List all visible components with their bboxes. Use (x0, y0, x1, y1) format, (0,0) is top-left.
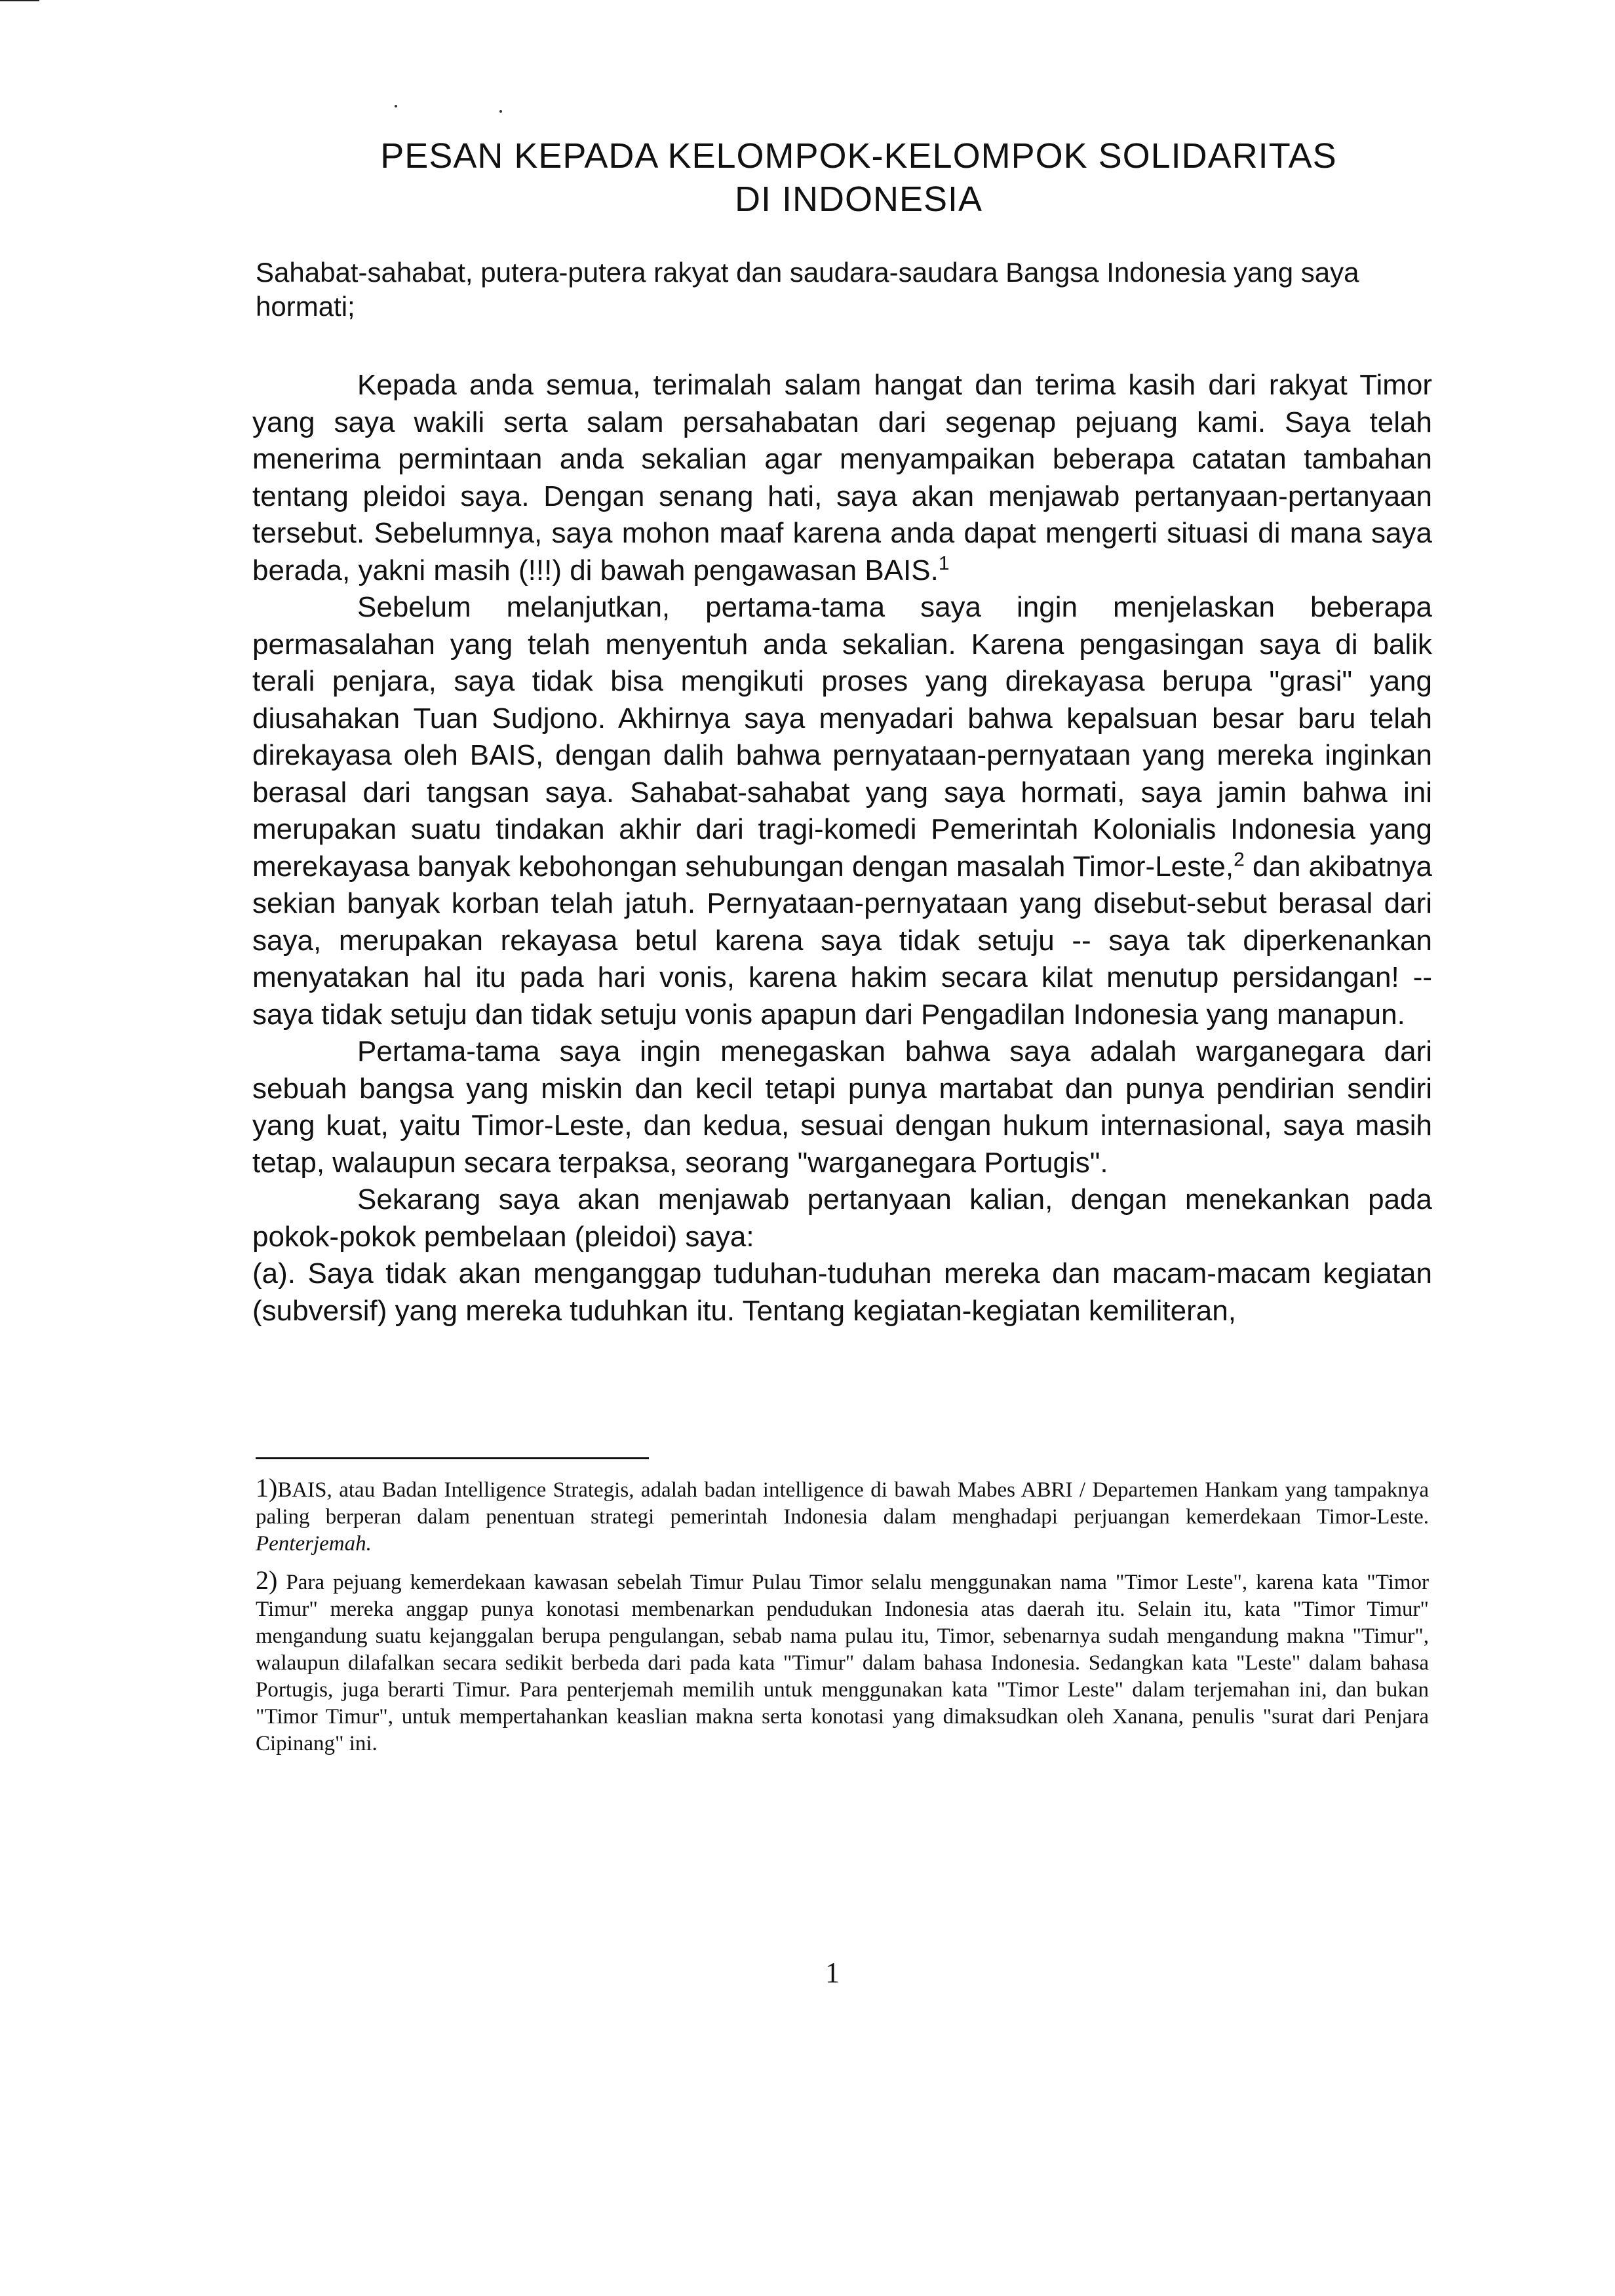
footnote-1-translator: Penterjemah. (256, 1532, 372, 1556)
footnotes (256, 1474, 1429, 1767)
paragraph-answer-intro: Sekarang saya akan menjawab pertanyaan kalian, dengan menekankan pada pokok-pokok pembelaan (pleidoi) saya: (252, 1183, 1432, 1253)
paragraph-point-a: (a). Saya tidak akan menganggap tuduhan-tuduhan mereka dan macam-macam kegiatan (subversif) yang mereka tuduhkan itu. Tentang kegiatan-kegiatan kemiliteran, (252, 1257, 1432, 1327)
footnote-2-mark: 2) (256, 1565, 278, 1595)
footnote-ref-2: 2 (1234, 848, 1245, 870)
paragraph-explanation (252, 589, 1432, 1033)
paragraph-greeting (252, 367, 1432, 589)
footnote-1-mark: 1) (256, 1473, 278, 1502)
page-title (236, 134, 1481, 221)
scan-speck (499, 110, 502, 113)
paragraph-explanation-text-a: Sebelum melanjutkan, pertama-tama saya ingin menjelaskan beberapa permasalahan yang telah menyentuh anda sekalian. Karena pengasingan saya di balik terali penjara, saya tidak bisa mengikuti proses yang direkayasa berupa "grasi" yang diusahakan Tuan Sudjono. Akhirnya saya menyadari bahwa kepalsuan besar baru telah direkayasa oleh BAIS, dengan dalih bahwa pernyataan-pernyataan yang mereka inginkan berasal dari tangsan saya. Sahabat-sahabat yang saya hormati, saya jamin bahwa ini merupakan suatu tindakan akhir dari tragi-komedi Pemerintah Kolonialis Indonesia yang merekayasa banyak kebohongan sehubungan dengan masalah Timor-Leste, (252, 591, 1432, 883)
scan-speck (395, 105, 397, 107)
footnote-2 (256, 1567, 1429, 1757)
footnote-2-text: Para pejuang kemerdekaan kawasan sebelah Timur Pulau Timor selalu menggunakan nama "Timor Leste", karena kata "Timor Timur" mereka anggap punya konotasi membenarkan pendudukan Indonesia atas daerah itu. Selain itu, kata "Timor Timur" mengandung suatu kejanggalan berupa pengulangan, sebab nama pulau itu, Timor, sebenarnya sudah mengandung makna "Timur", walaupun dilafalkan secara sedikit berbeda dari pada kata "Timur" dalam bahasa Indonesia. Sedangkan kata "Leste" dalam bahasa Portugis, juga berarti Timur. Para penterjemah memilih untuk menggunakan kata "Timor Leste" dalam terjemahan ini, dan bukan "Timor Timur", untuk mempertahankan keaslian makna serta konotasi yang dimaksudkan oleh Xanana, penulis "surat dari Penjara Cipinang" ini. (256, 1571, 1430, 1755)
title-line-2: DI INDONESIA (734, 180, 983, 219)
title-line-1: PESAN KEPADA KELOMPOK-KELOMPOK SOLIDARITAS (380, 136, 1337, 176)
page-number: 1 (825, 1957, 840, 1989)
salutation: Sahabat-sahabat, putera-putera rakyat dan saudara-saudara Bangsa Indonesia yang saya hormati; (256, 257, 1359, 322)
paragraph-greeting-text: Kepada anda semua, terimalah salam hangat dan terima kasih dari rakyat Timor yang saya wakili serta salam persahabatan dari segenap pejuang kami. Saya telah menerima permintaan anda sekalian agar menyampaikan beberapa catatan tambahan tentang pleidoi saya. Dengan senang hati, saya akan menjawab pertanyaan-pertanyaan tersebut. Sebelumnya, saya mohon maaf karena anda dapat mengerti situasi di mana saya berada, yakni masih (!!!) di bawah pengawasan BAIS. (252, 369, 1432, 586)
footnote-separator (256, 1457, 649, 1459)
scan-edge-mark (0, 0, 39, 1)
footnote-1 (256, 1474, 1429, 1558)
footnote-ref-1: 1 (938, 552, 950, 574)
paragraph-explanation-text-b: dan akibatnya sekian banyak korban telah jatuh. Pernyataan-pernyataan yang disebut-sebut berasal dari saya, merupakan rekayasa betul karena saya tidak setuju -- saya tak diperkenankan menyatakan hal itu pada hari vonis, karena hakim secara kilat menutup persidangan! -- saya tidak setuju dan tidak setuju vonis apapun dari Pengadilan Indonesia yang manapun. (252, 850, 1432, 1031)
paragraph-citizenship: Pertama-tama saya ingin menegaskan bahwa saya adalah warganegara dari sebuah bangsa yang miskin dan kecil tetapi punya martabat dan punya pendirian sendiri yang kuat, yaitu Timor-Leste, dan kedua, sesuai dengan hukum internasional, saya masih tetap, walaupun secara terpaksa, seorang "warganegara Portugis". (252, 1035, 1432, 1179)
letter-body (252, 367, 1432, 1330)
footnote-1-text: BAIS, atau Badan Intelligence Strategis, adalah badan intelligence di bawah Mabes ABRI / Departemen Hankam yang tampaknya paling berperan dalam penentuan strategi pemerintah Indonesia dalam menghadapi perjuangan kemerdekaan Timor-Leste. (256, 1478, 1429, 1529)
